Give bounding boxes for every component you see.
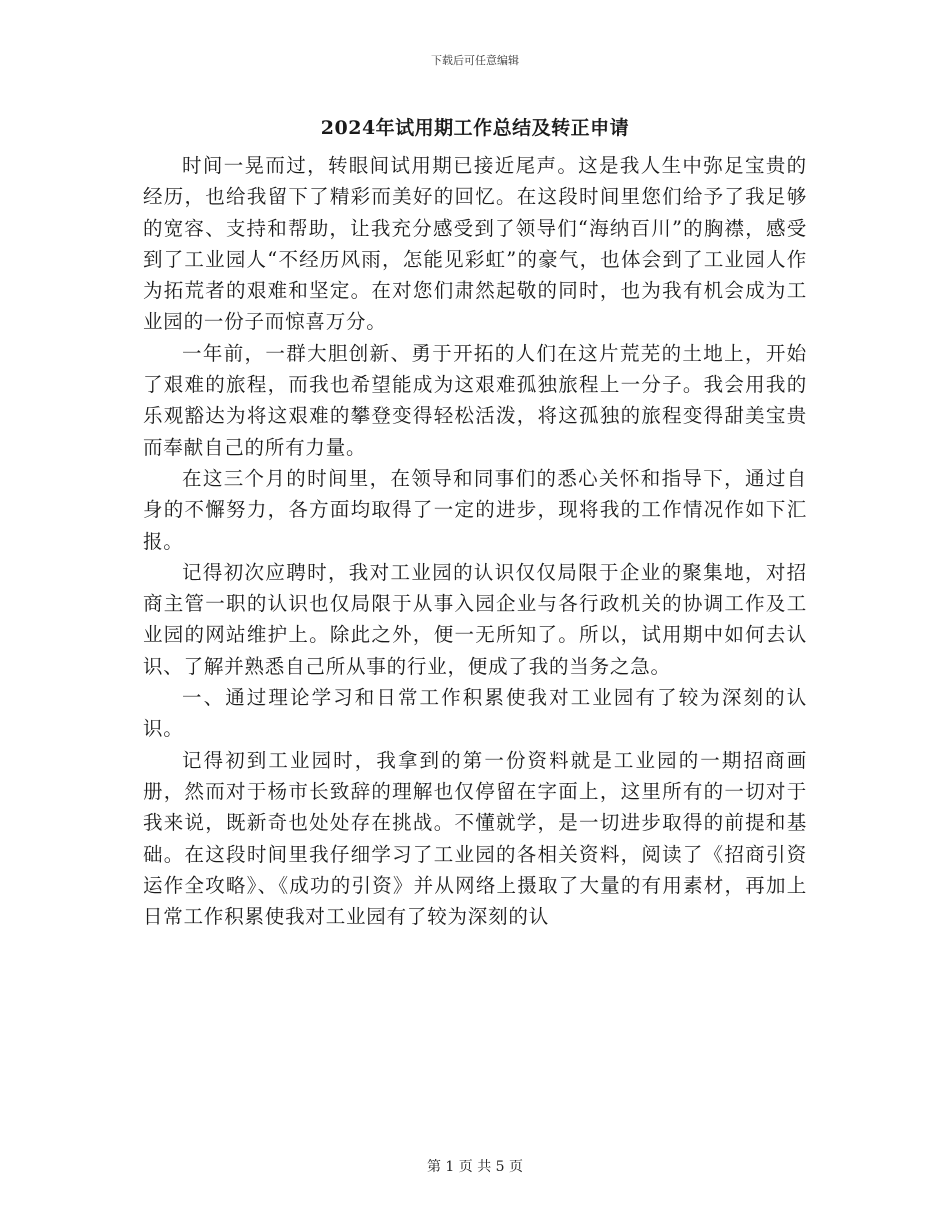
section-heading-paragraph: 一、通过理论学习和日常工作积累使我对工业园有了较为深刻的认识。 xyxy=(143,686,807,741)
document-body xyxy=(143,150,807,932)
paragraph: 记得初到工业园时，我拿到的第一份资料就是工业园的一期招商画册，然而对于杨市长致辞的理解也仅停留在字面上，这里所有的一切对于我来说，既新奇也处处存在挑战。不懂就学，是一切进步取得的前提和基础。在这段时间里我仔细学习了工业园的各相关资料，阅读了《招商引资运作全攻略》、《成功的引资》并从网络上摄取了大量的有用素材，再加上日常工作积累使我对工业园有了较为深刻的认 xyxy=(143,748,807,929)
paragraph: 记得初次应聘时，我对工业园的认识仅仅局限于企业的聚集地，对招商主管一职的认识也仅局限于从事入园企业与各行政机关的协调工作及工业园的网站维护上。除此之外，便一无所知了。所以，试用期中如何去认识、了解并熟悉自己所从事的行业，便成了我的当务之急。 xyxy=(143,560,807,678)
paragraph: 在这三个月的时间里，在领导和同事们的悉心关怀和指导下，通过自身的不懈努力，各方面均取得了一定的进步，现将我的工作情况作如下汇报。 xyxy=(143,466,807,553)
page-number: 第 1 页 共 5 页 xyxy=(426,1159,524,1175)
paragraph: 时间一晃而过，转眼间试用期已接近尾声。这是我人生中弥足宝贵的经历，也给我留下了精彩而美好的回忆。在这段时间里您们给予了我足够的宽容、支持和帮助，让我充分感受到了领导们“海纳百川”的胸襟，感受到了工业园人“不经历风雨，怎能见彩虹”的豪气，也体会到了工业园人作为拓荒者的艰难和坚定。在对您们肃然起敬的同时，也为我有机会成为工业园的一份子而惊喜万分。 xyxy=(143,154,807,334)
paragraph: 一年前，一群大胆创新、勇于开拓的人们在这片荒芜的土地上，开始了艰难的旅程，而我也希望能成为这艰难孤独旅程上一分子。我会用我的乐观豁达为将这艰难的攀登变得轻松活泼，将这孤独的旅程变得甜美宝贵而奉献自己的所有力量。 xyxy=(143,341,807,459)
document-title: 2024年试用期工作总结及转正申请 xyxy=(320,117,630,139)
header-note: 下载后可任意编辑 xyxy=(431,54,519,67)
